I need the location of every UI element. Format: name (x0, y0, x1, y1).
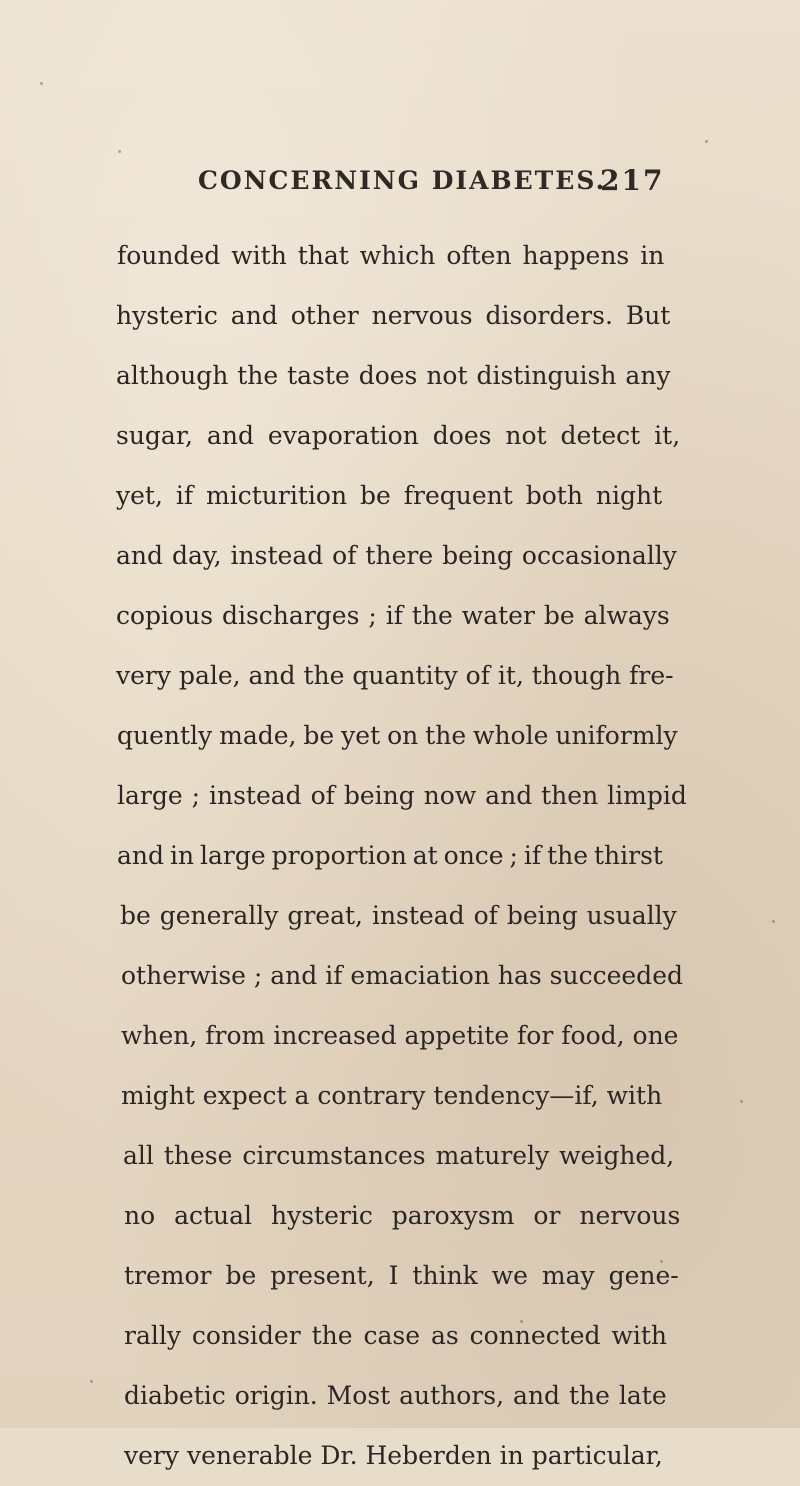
text-line: and in large proportion at once ; if the thirst (117, 841, 663, 870)
text-line: although the taste does not distinguish any (116, 361, 671, 390)
text-line: rally consider the case as connected with (124, 1321, 668, 1350)
text-line: and day, instead of there being occasionally (116, 541, 677, 570)
text-line: large ; instead of being now and then limpid (117, 781, 687, 810)
paper-speck (772, 920, 775, 923)
paper-speck (40, 82, 43, 85)
text-line: very pale, and the quantity of it, though fre- (116, 661, 674, 690)
text-line: when, from increased appetite for food, one (121, 1021, 679, 1050)
text-line: sugar, and evaporation does not detect it, (116, 421, 681, 450)
text-line: copious discharges ; if the water be always (116, 601, 670, 630)
text-line: tremor be present, I think we may gene- (124, 1261, 679, 1290)
text-line: founded with that which often happens in (117, 241, 665, 270)
paper-speck (118, 150, 121, 153)
text-line: be generally great, instead of being usually (120, 901, 677, 930)
text-line: no actual hysteric paroxysm or nervous (124, 1201, 681, 1230)
text-line: might expect a contrary tendency—if, with (121, 1081, 663, 1110)
text-line: otherwise ; and if emaciation has succeeded (121, 961, 683, 990)
paper-speck (705, 140, 708, 143)
text-line: diabetic origin. Most authors, and the late (124, 1381, 667, 1410)
page-header (0, 166, 800, 206)
paper-speck (90, 1380, 93, 1383)
text-line: yet, if micturition be frequent both night (116, 481, 663, 510)
paper-speck (740, 1100, 743, 1103)
running-head: CONCERNING DIABETES. (198, 166, 607, 195)
text-line: hysteric and other nervous disorders. But (116, 301, 671, 330)
text-line: all these circumstances maturely weighed, (123, 1141, 675, 1170)
text-line: quently made, be yet on the whole uniformly (117, 721, 678, 750)
page-number: 217 (600, 164, 665, 197)
text-line: very venerable Dr. Heberden in particular, (124, 1441, 663, 1470)
